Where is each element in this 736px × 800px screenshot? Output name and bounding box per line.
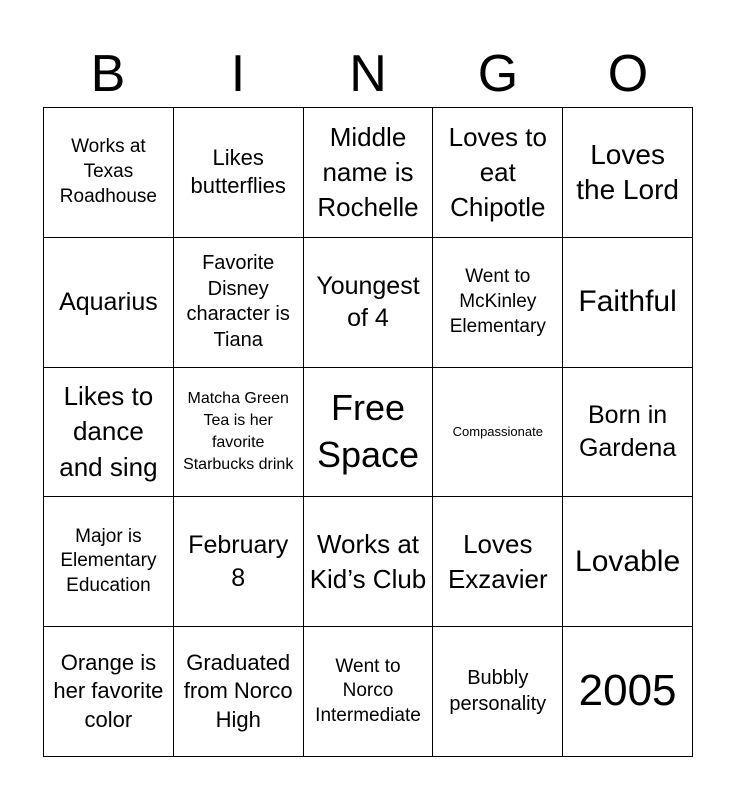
free-space-cell[interactable]: Free Space	[304, 368, 434, 498]
bingo-cell[interactable]: Works at Kid’s Club	[304, 497, 434, 627]
bingo-cell[interactable]: February 8	[174, 497, 304, 627]
bingo-cell[interactable]: Works at Texas Roadhouse	[44, 108, 174, 238]
bingo-cell[interactable]: Lovable	[563, 497, 693, 627]
bingo-cell[interactable]: Middle name is Rochelle	[304, 108, 434, 238]
bingo-cell[interactable]: Orange is her favorite color	[44, 627, 174, 757]
bingo-cell[interactable]: Compassionate	[433, 368, 563, 498]
bingo-header	[43, 42, 693, 106]
header-letter-n: N	[349, 45, 387, 103]
bingo-cell[interactable]: Major is Elementary Education	[44, 497, 174, 627]
bingo-cell[interactable]: Likes to dance and sing	[44, 368, 174, 498]
header-letter-g: G	[477, 45, 519, 103]
bingo-cell[interactable]: Aquarius	[44, 238, 174, 368]
bingo-cell[interactable]: 2005	[563, 627, 693, 757]
bingo-cell[interactable]: Likes butterflies	[174, 108, 304, 238]
bingo-cell[interactable]: Bubbly personality	[433, 627, 563, 757]
bingo-cell[interactable]: Loves the Lord	[563, 108, 693, 238]
bingo-cell[interactable]: Went to McKinley Elementary	[433, 238, 563, 368]
bingo-cell[interactable]: Loves Exzavier	[433, 497, 563, 627]
bingo-cell[interactable]: Graduated from Norco High	[174, 627, 304, 757]
bingo-cell[interactable]: Born in Gardena	[563, 368, 693, 498]
header-letter-b: B	[90, 45, 126, 103]
bingo-grid	[43, 107, 693, 757]
bingo-cell[interactable]: Loves to eat Chipotle	[433, 108, 563, 238]
header-letter-i: I	[230, 45, 246, 103]
bingo-cell[interactable]: Favorite Disney character is Tiana	[174, 238, 304, 368]
header-letter-o: O	[607, 45, 649, 103]
bingo-cell[interactable]: Youngest of 4	[304, 238, 434, 368]
bingo-cell[interactable]: Faithful	[563, 238, 693, 368]
bingo-cell[interactable]: Went to Norco Intermediate	[304, 627, 434, 757]
bingo-cell[interactable]: Matcha Green Tea is her favorite Starbucks drink	[174, 368, 304, 498]
